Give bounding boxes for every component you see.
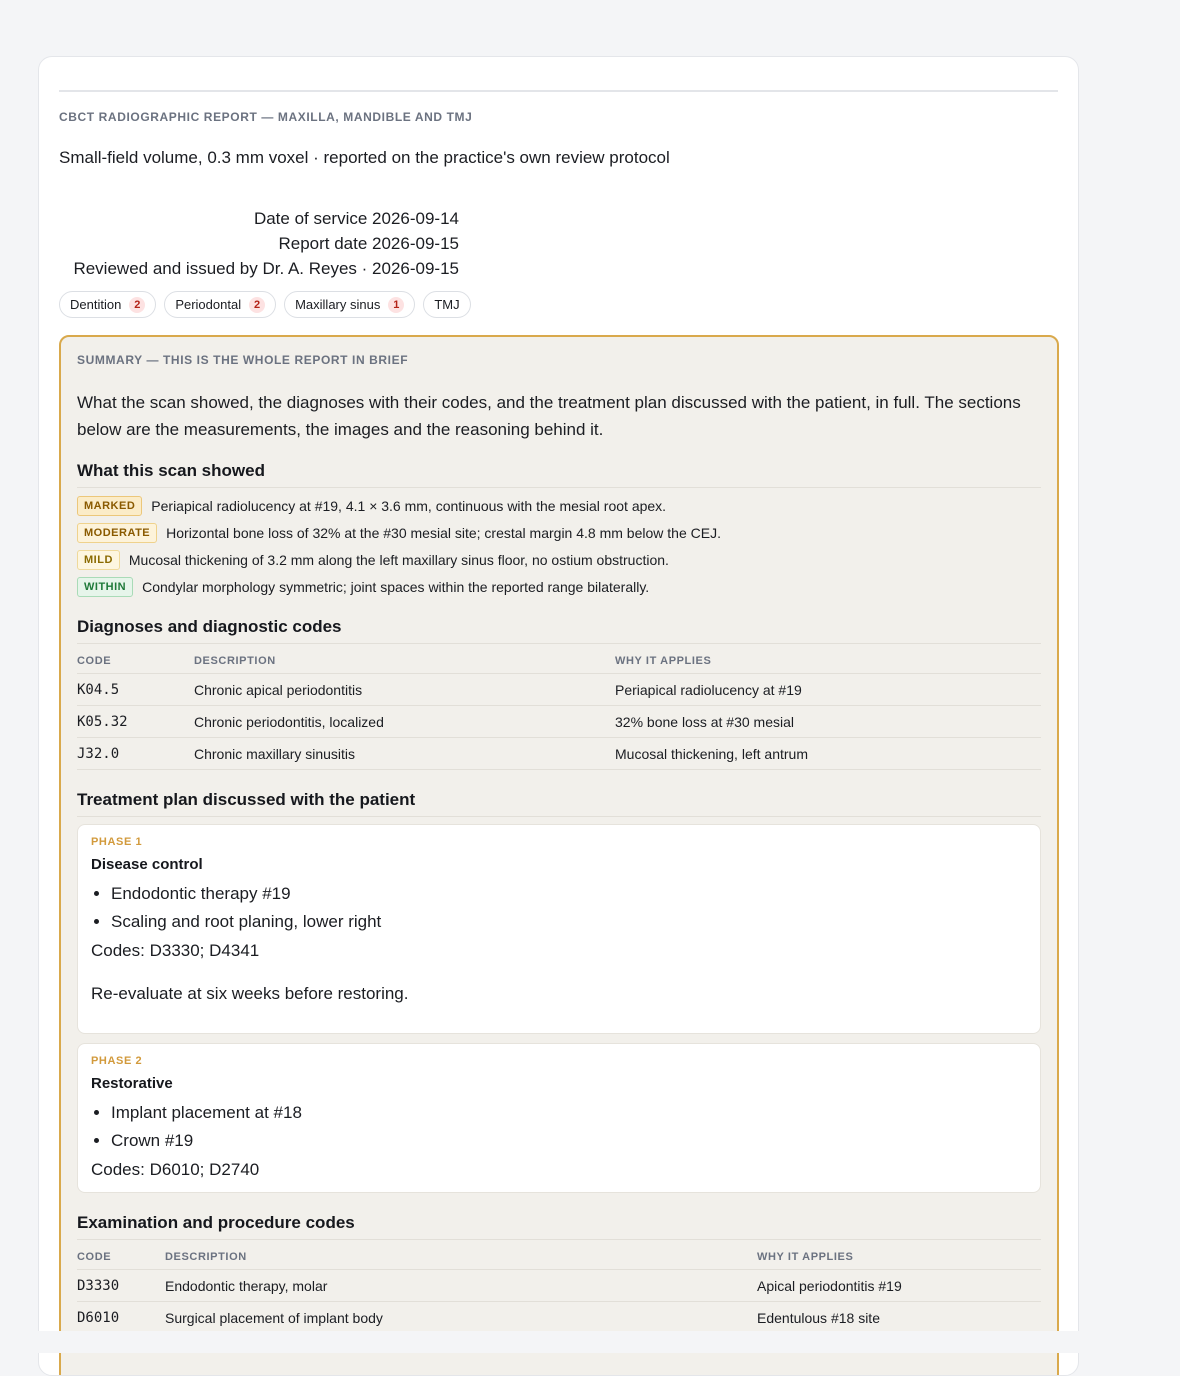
chip-label: Maxillary sinus	[295, 297, 381, 312]
finding-item	[77, 549, 669, 570]
severity-badge: MILD	[77, 550, 120, 570]
phase-item: • Scaling and root planing, lower right	[111, 908, 381, 936]
phase-title: Disease control	[91, 856, 203, 873]
procedure-code: D6010	[77, 1310, 120, 1326]
diagnosis-description: Chronic maxillary sinusitis	[194, 746, 356, 762]
phase-codes: Codes: D3330; D4341	[91, 941, 260, 960]
findings-heading: What this scan showed	[77, 461, 265, 480]
diagnoses-heading: Diagnoses and diagnostic codes	[77, 617, 342, 636]
diagnosis-code: K05.32	[77, 714, 128, 730]
date-of-service: Date of service 2026-09-14	[253, 209, 459, 228]
col-why-header: WHY IT APPLIES	[615, 655, 712, 667]
diagnosis-why: Periapical radiolucency at #19	[615, 682, 802, 698]
summary-panel	[59, 335, 1059, 1376]
reviewed-by: Reviewed and issued by Dr. A. Reyes · 2026-09-15	[73, 259, 459, 278]
finding-text: Periapical radiolucency at #19, 4.1 × 3.6 mm, continuous with the mesial root apex.	[151, 497, 667, 514]
diagnoses-divider	[77, 643, 1041, 644]
table-divider	[77, 1301, 1041, 1302]
phase-items	[91, 880, 381, 936]
chip-count: 2	[129, 297, 145, 313]
procedures-divider	[77, 1239, 1041, 1240]
findings-divider	[77, 487, 1041, 488]
finding-item	[77, 495, 666, 516]
phase-title: Restorative	[91, 1075, 173, 1092]
plan-divider	[77, 816, 1041, 817]
page-footer-gap	[0, 1331, 1180, 1353]
chip-tmj[interactable]	[423, 291, 470, 318]
report-card	[38, 56, 1079, 1376]
diagnosis-why: Mucosal thickening, left antrum	[615, 746, 808, 762]
chip-count: 1	[388, 297, 404, 313]
severity-badge: MARKED	[77, 496, 142, 516]
chip-maxillary-sinus[interactable]	[284, 291, 415, 318]
diagnosis-description: Chronic apical periodontitis	[194, 682, 363, 698]
finding-text: Mucosal thickening of 3.2 mm along the left maxillary sinus floor, no ostium obstruction.	[128, 551, 669, 568]
phase-note: Re-evaluate at six weeks before restoring.	[91, 984, 409, 1003]
severity-badge: WITHIN	[77, 577, 133, 597]
chip-label: TMJ	[434, 297, 460, 312]
plan-heading: Treatment plan discussed with the patient	[77, 790, 416, 809]
table-divider	[77, 769, 1041, 770]
diagnosis-why: 32% bone loss at #30 mesial	[615, 714, 794, 730]
chip-label: Dentition	[70, 297, 122, 312]
phase-codes: Codes: D6010; D2740	[91, 1160, 260, 1179]
chip-label: Periodontal	[175, 297, 242, 312]
procedure-why: Edentulous #18 site	[757, 1310, 880, 1326]
phase-item: • Crown #19	[111, 1127, 302, 1155]
finding-text: Condylar morphology symmetric; joint spaces within the reported range bilaterally.	[142, 578, 650, 595]
finding-item	[77, 522, 721, 543]
col-why-header: WHY IT APPLIES	[757, 1251, 854, 1263]
report-date: Report date 2026-09-15	[278, 234, 459, 253]
header-divider	[59, 90, 1058, 92]
phase-items	[91, 1099, 302, 1155]
phase-card	[77, 1043, 1041, 1193]
procedure-code: D3330	[77, 1278, 120, 1294]
phase-label: PHASE 2	[91, 1055, 143, 1067]
col-description-header: DESCRIPTION	[165, 1251, 247, 1263]
finding-text: Horizontal bone loss of 32% at the #30 mesial site; crestal margin 4.8 mm below the CEJ.	[166, 524, 721, 541]
table-divider	[77, 737, 1041, 738]
col-description-header: DESCRIPTION	[194, 655, 276, 667]
report-subtitle: Small-field volume, 0.3 mm voxel · reported on the practice's own review protocol	[59, 148, 670, 167]
chip-dentition[interactable]	[59, 291, 156, 318]
col-code-header: CODE	[77, 655, 112, 667]
severity-badge: MODERATE	[77, 523, 157, 543]
phase-item: • Implant placement at #18	[111, 1099, 302, 1127]
section-chips	[59, 291, 471, 318]
procedure-why: Apical periodontitis #19	[757, 1278, 902, 1294]
chip-count: 2	[249, 297, 265, 313]
col-code-header: CODE	[77, 1251, 112, 1263]
summary-eyebrow: SUMMARY — THIS IS THE WHOLE REPORT IN BRIEF	[77, 353, 409, 367]
diagnosis-code: K04.5	[77, 682, 120, 698]
phase-label: PHASE 1	[91, 836, 143, 848]
summary-lead: What the scan showed, the diagnoses with their codes, and the treatment plan discussed with the patient, in full. The sections below are the measurements, the images and the reasoning behind it.	[77, 393, 1021, 439]
table-divider	[77, 705, 1041, 706]
report-dates	[59, 206, 459, 281]
phase-card	[77, 824, 1041, 1034]
diagnosis-code: J32.0	[77, 746, 120, 762]
procedure-description: Surgical placement of implant body	[165, 1310, 383, 1326]
diagnosis-description: Chronic periodontitis, localized	[194, 714, 384, 730]
chip-periodontal[interactable]	[164, 291, 276, 318]
phase-item: • Endodontic therapy #19	[111, 880, 381, 908]
table-divider	[77, 1269, 1041, 1270]
procedures-heading: Examination and procedure codes	[77, 1213, 355, 1232]
finding-item	[77, 576, 649, 597]
report-eyebrow: CBCT RADIOGRAPHIC REPORT — MAXILLA, MANDIBLE AND TMJ	[59, 110, 473, 124]
table-divider	[77, 673, 1041, 674]
procedure-description: Endodontic therapy, molar	[165, 1278, 328, 1294]
